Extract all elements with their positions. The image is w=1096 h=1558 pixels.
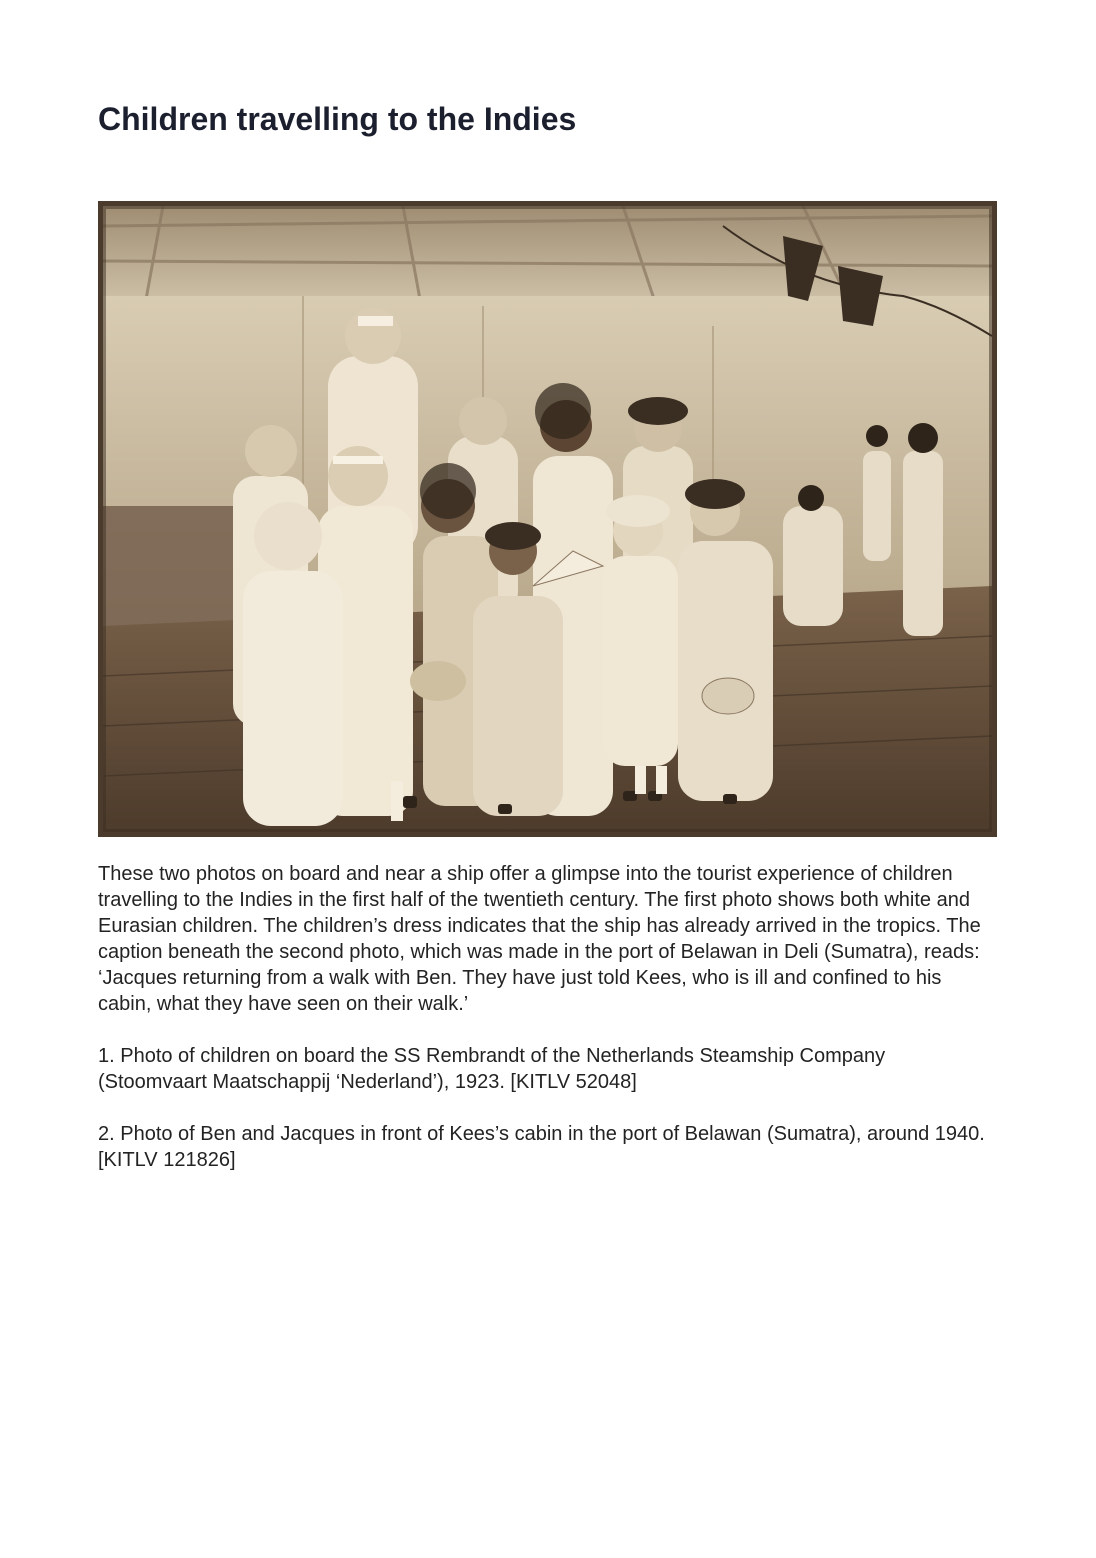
- caption-item-2: 2. Photo of Ben and Jacques in front of Kees’s cabin in the port of Belawan (Sumatra), around 1940. [KITLV 121826]: [98, 1123, 985, 1171]
- page-title: Children travelling to the Indies: [98, 101, 577, 137]
- caption-item-1: 1. Photo of children on board the SS Rembrandt of the Netherlands Steamship Company (Stoomvaart Maatschappij ‘Nederland’), 1923. [KITLV 52048]: [98, 1045, 886, 1093]
- sepia-group-photo: [98, 201, 997, 837]
- description-text: [98, 861, 998, 1199]
- body-paragraph: These two photos on board and near a ship offer a glimpse into the tourist experience of children travelling to the Indies in the first half of the twentieth century. The first photo shows both white and Eurasian children. The children’s dress indicates that the ship has already arrived in the tropics. The caption beneath the second photo, which was made in the port of Belawan in Deli (Sumatra), reads: ‘Jacques returning from a walk with Ben. They have just told Kees, who is ill and confined to his cabin, what they have seen on their walk.’: [98, 863, 981, 1015]
- sepia-group-photo-image: [103, 206, 992, 832]
